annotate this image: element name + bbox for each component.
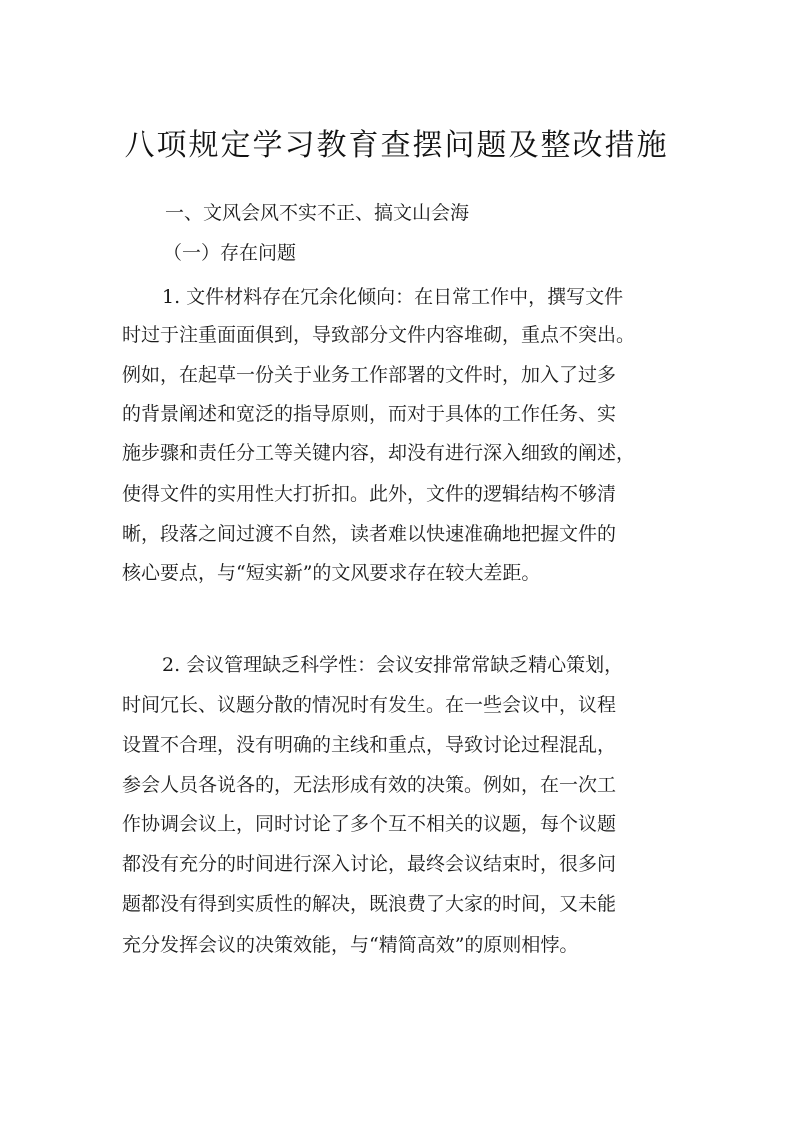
paragraph-line: 时过于注重面面俱到，导致部分文件内容堆砌，重点不突出。 xyxy=(122,324,636,346)
paragraph-line: 的背景阐述和宽泛的指导原则，而对于具体的工作任务、实 xyxy=(122,403,617,425)
paragraph-line: 2. 会议管理缺乏科学性：会议安排常常缺乏精心策划， xyxy=(162,654,624,676)
paragraph-line: 参会人员各说各的，无法形成有效的决策。例如，在一次工 xyxy=(122,774,617,796)
paragraph-line: 充分发挥会议的决策效能，与“精简高效”的原则相悖。 xyxy=(122,934,579,956)
paragraph-line: 都没有充分的时间进行深入讨论，最终会议结束时，很多问 xyxy=(122,853,617,875)
paragraph-line: 设置不合理，没有明确的主线和重点，导致讨论过程混乱， xyxy=(122,734,617,756)
paragraph-line: 使得文件的实用性大打折扣。此外，文件的逻辑结构不够清 xyxy=(122,483,617,505)
section-heading: 一、文风会风不实不正、搞文山会海 xyxy=(165,202,470,224)
paragraph-line: 作协调会议上，同时讨论了多个互不相关的议题，每个议题 xyxy=(122,813,617,835)
subsection-heading: （一）存在问题 xyxy=(163,242,297,264)
paragraph-line: 例如，在起草一份关于业务工作部署的文件时，加入了过多 xyxy=(122,364,617,386)
paragraph-line: 晰，段落之间过渡不自然，读者难以快速准确地把握文件的 xyxy=(122,523,617,545)
paragraph-line: 时间冗长、议题分散的情况时有发生。在一些会议中，议程 xyxy=(122,694,617,716)
paragraph-line: 1. 文件材料存在冗余化倾向：在日常工作中，撰写文件 xyxy=(162,286,624,308)
paragraph-line: 核心要点，与“短实新”的文风要求存在较大差距。 xyxy=(122,562,541,584)
document-title: 八项规定学习教育查摆问题及整改措施 xyxy=(124,128,669,163)
paragraph-line: 施步骤和责任分工等关键内容，却没有进行深入细致的阐述， xyxy=(122,442,636,464)
paragraph-line: 题都没有得到实质性的解决，既浪费了大家的时间，又未能 xyxy=(122,893,617,915)
